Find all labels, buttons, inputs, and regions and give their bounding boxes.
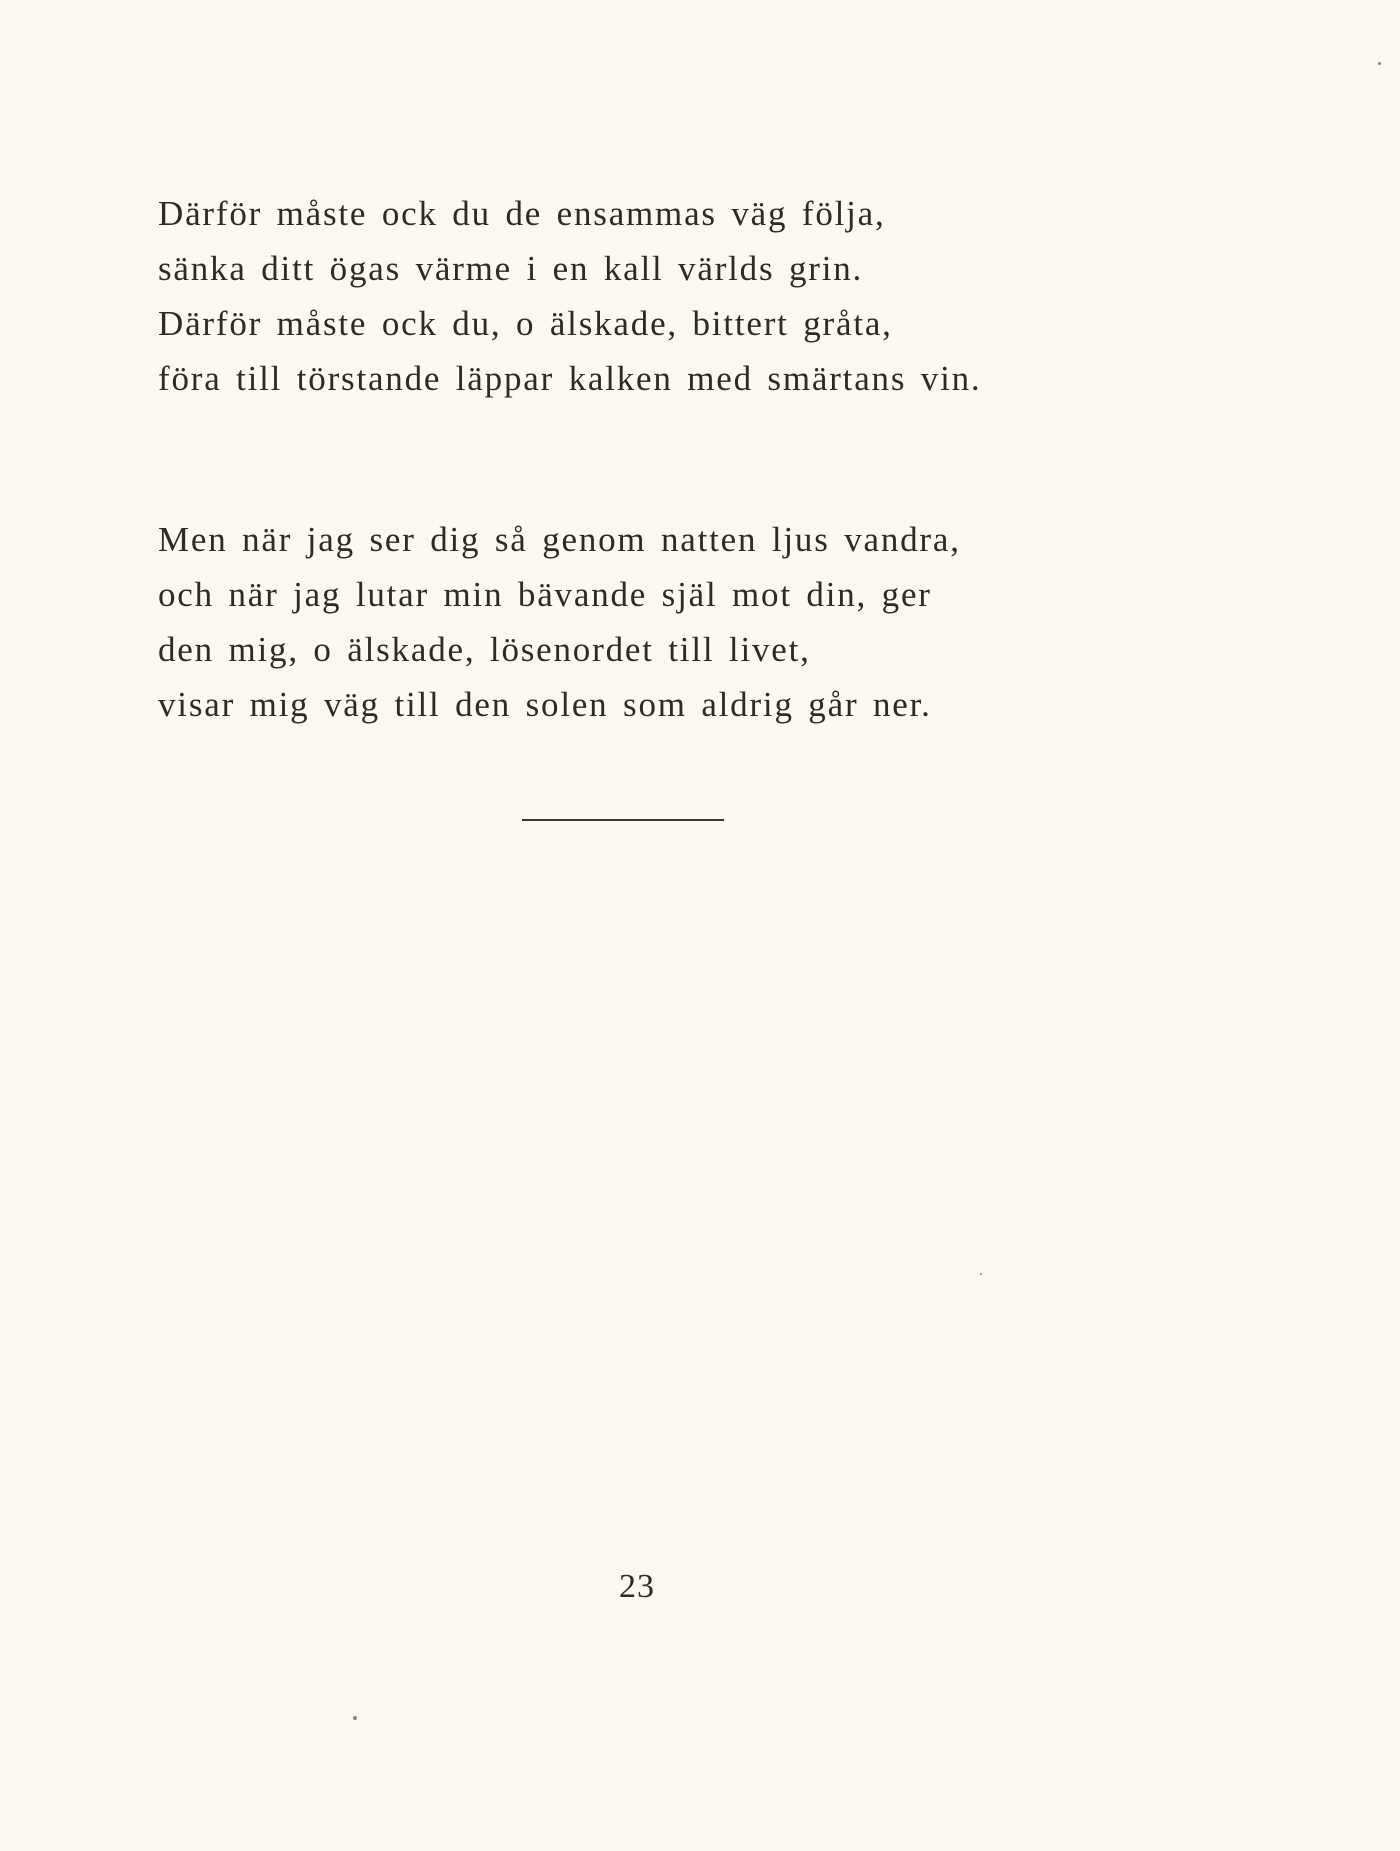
verse-line: den mig, o älskade, lösenordet till livet, [158, 630, 811, 669]
paper-speck [980, 1273, 982, 1275]
verse-line: Därför måste ock du, o älskade, bittert gråta, [158, 304, 893, 343]
poem-end-divider [522, 819, 724, 821]
paper-speck [353, 1716, 357, 1720]
verse-line: och när jag lutar min bävande själ mot din, ger [158, 575, 932, 614]
poem-stanza-2 [158, 512, 961, 732]
page-number: 23 [619, 1568, 655, 1605]
verse-line: visar mig väg till den solen som aldrig går ner. [158, 685, 932, 724]
verse-line: Men när jag ser dig så genom natten ljus vandra, [158, 520, 961, 559]
verse-line: föra till törstande läppar kalken med smärtans vin. [158, 359, 982, 398]
paper-speck [1378, 62, 1381, 65]
poem-stanza-1 [158, 186, 981, 406]
verse-line: sänka ditt ögas värme i en kall världs grin. [158, 249, 864, 288]
verse-line: Därför måste ock du de ensammas väg följa, [158, 194, 886, 233]
